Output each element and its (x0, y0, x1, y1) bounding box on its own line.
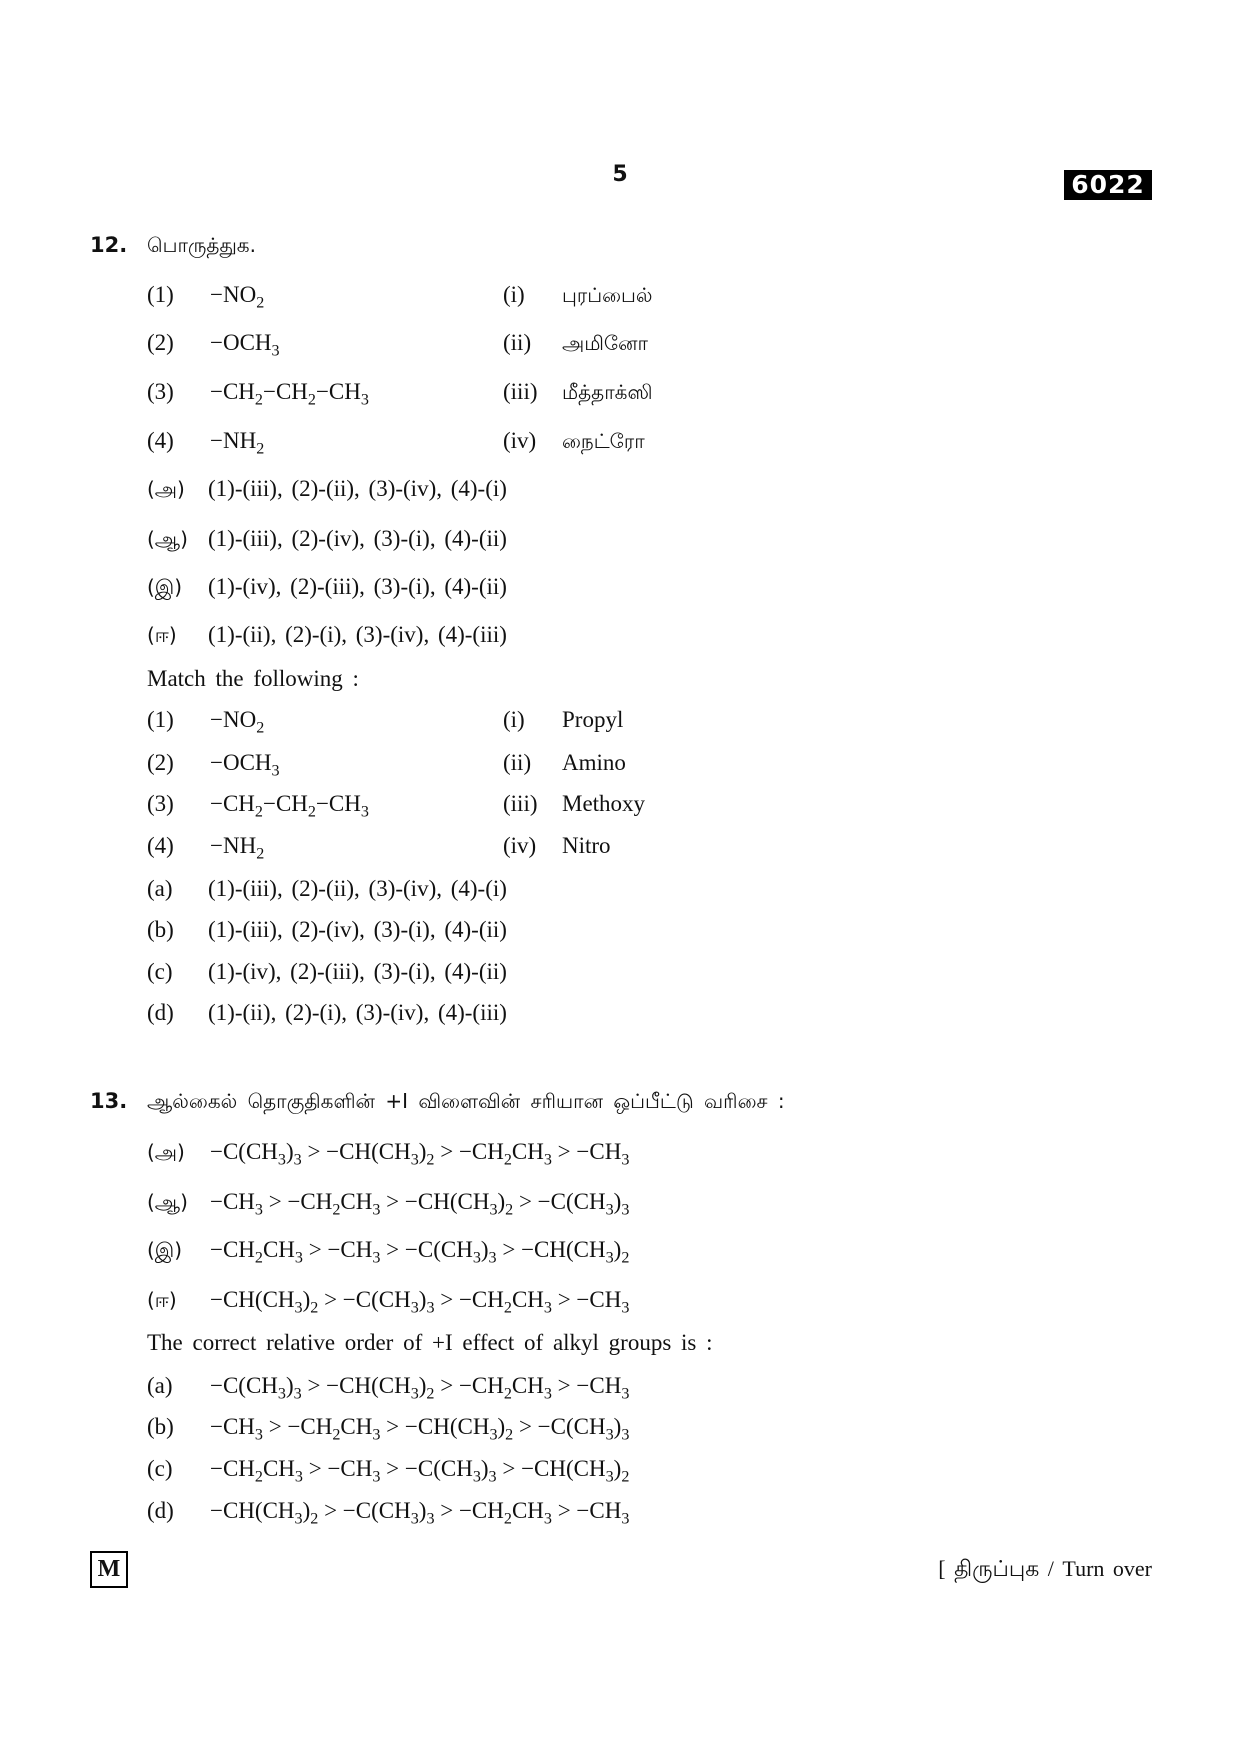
formula-subscript: 3 (293, 1385, 302, 1403)
prompt-text: Match the following : (147, 666, 359, 691)
formula-subscript: 3 (621, 1299, 630, 1317)
option-label: (ஈ) (147, 623, 177, 647)
answer-option[interactable] (0, 1412, 1240, 1442)
formula-text: > −CH (434, 1373, 504, 1398)
match-row (0, 328, 1240, 358)
formula-subscript: 3 (254, 1201, 263, 1219)
answer-option[interactable] (0, 874, 1240, 904)
formula-subscript: 2 (332, 1201, 341, 1219)
formula-text: > −CH (551, 1373, 622, 1398)
formula-text: > −C(CH (380, 1237, 473, 1262)
formula-text: CH (511, 1498, 544, 1523)
formula-subscript: 2 (332, 1426, 341, 1444)
formula-text: −OCH (210, 330, 272, 355)
order-formula (210, 1137, 629, 1167)
formula-subscript: 3 (372, 1249, 381, 1267)
formula-subscript: 3 (621, 1510, 630, 1528)
formula-text: −NO (210, 282, 257, 307)
q12-heading (0, 230, 1240, 260)
formula-text: > −CH(CH (380, 1414, 490, 1439)
formula-text: −CH(CH (210, 1287, 295, 1312)
item-label: (1) (147, 707, 174, 732)
formula-subscript: 3 (294, 1299, 303, 1317)
formula-text: > −CH (434, 1498, 504, 1523)
order-formula (210, 1187, 629, 1217)
medium-mark-box: M (90, 1551, 128, 1588)
formula-text: −CH (315, 791, 361, 816)
formula-subscript: 3 (360, 391, 369, 409)
option-label: (ஆ) (147, 1190, 188, 1214)
formula-text: ) (302, 1287, 311, 1312)
question-prompt-tamil: ஆல்கைல் தொகுதிகளின் +I விளைவின் சரியான ஒப்பீட்டு வரிசை : (147, 1089, 785, 1113)
formula-text: ) (418, 1139, 427, 1164)
order-formula (210, 1235, 629, 1265)
formula-subscript: 3 (621, 1385, 630, 1403)
item-label: (1) (147, 282, 174, 307)
formula-text: > −CH (302, 1456, 373, 1481)
match-name: Propyl (562, 707, 624, 732)
option-text: (1)-(ii), (2)-(i), (3)-(iv), (4)-(iii) (208, 1000, 507, 1025)
question-prompt-english (0, 1328, 1240, 1358)
formula-text: −CH (262, 791, 308, 816)
order-formula (210, 1285, 629, 1315)
answer-option[interactable] (0, 998, 1240, 1028)
formula-subscript: 3 (372, 1468, 381, 1486)
formula-subscript: 3 (254, 1426, 263, 1444)
formula-subscript: 2 (503, 1299, 512, 1317)
formula-text: > −CH (302, 1237, 373, 1262)
match-name: மீத்தாக்ஸி (562, 380, 653, 404)
formula-subscript: 3 (426, 1299, 435, 1317)
paper-code-badge: 6022 (1064, 170, 1152, 200)
formula-subscript: 3 (360, 803, 369, 821)
formula-subscript: 3 (605, 1249, 614, 1267)
match-numeral: (iii) (503, 379, 538, 404)
formula-text: > −CH(CH (496, 1456, 606, 1481)
match-row (0, 789, 1240, 819)
formula-text: CH (511, 1287, 544, 1312)
formula-subscript: 3 (277, 1151, 286, 1169)
formula-subscript: 3 (621, 1426, 630, 1444)
answer-option[interactable] (0, 524, 1240, 554)
formula-text: ) (613, 1414, 622, 1439)
match-row (0, 280, 1240, 310)
formula-subscript: 2 (254, 1468, 263, 1486)
option-label: (c) (147, 1456, 173, 1481)
match-numeral: (ii) (503, 330, 532, 355)
answer-option[interactable] (0, 957, 1240, 987)
item-label: (3) (147, 379, 174, 404)
option-label: (ஈ) (147, 1288, 177, 1312)
formula-text: > −C(CH (380, 1456, 473, 1481)
formula-text: −CH (210, 1456, 255, 1481)
option-text: (1)-(iii), (2)-(ii), (3)-(iv), (4)-(i) (208, 876, 507, 901)
match-numeral: (i) (503, 282, 525, 307)
formula-subscript: 3 (543, 1385, 552, 1403)
match-row (0, 426, 1240, 456)
formula-subscript: 3 (294, 1468, 303, 1486)
turn-over-note: [ திருப்புக / Turn over (938, 1556, 1152, 1581)
formula-subscript: 3 (410, 1151, 419, 1169)
formula-text: ) (613, 1456, 622, 1481)
formula-subscript: 3 (426, 1510, 435, 1528)
formula-subscript: 3 (410, 1510, 419, 1528)
group-formula (210, 748, 280, 778)
option-label: (c) (147, 959, 173, 984)
formula-subscript: 3 (271, 762, 280, 780)
option-label: (a) (147, 876, 173, 901)
formula-subscript: 3 (605, 1201, 614, 1219)
formula-subscript: 2 (503, 1385, 512, 1403)
option-text: (1)-(iv), (2)-(iii), (3)-(i), (4)-(ii) (208, 959, 507, 984)
group-formula (210, 705, 264, 735)
item-label: (2) (147, 750, 174, 775)
match-row (0, 705, 1240, 735)
formula-subscript: 2 (310, 1510, 319, 1528)
formula-text: −C(CH (210, 1139, 278, 1164)
match-name: நைட்ரோ (562, 429, 645, 453)
answer-option[interactable] (0, 1137, 1240, 1167)
formula-subscript: 2 (307, 803, 316, 821)
match-name: அமினோ (562, 331, 648, 355)
formula-subscript: 3 (277, 1385, 286, 1403)
formula-text: −CH (315, 379, 361, 404)
formula-text: ) (480, 1237, 489, 1262)
formula-text: > −CH (434, 1287, 504, 1312)
prompt-text: The correct relative order of +I effect of alkyl groups is : (147, 1330, 713, 1355)
formula-subscript: 2 (256, 719, 265, 737)
formula-text: > −CH (262, 1414, 333, 1439)
formula-text: > −C(CH (513, 1414, 606, 1439)
option-text: (1)-(iii), (2)-(iv), (3)-(i), (4)-(ii) (208, 917, 507, 942)
formula-text: −CH (210, 1414, 255, 1439)
formula-subscript: 3 (293, 1151, 302, 1169)
match-name: Nitro (562, 833, 611, 858)
formula-text: > −CH(CH (380, 1189, 490, 1214)
formula-text: ) (418, 1287, 427, 1312)
formula-subscript: 3 (410, 1385, 419, 1403)
match-row (0, 748, 1240, 778)
item-label: (3) (147, 791, 174, 816)
answer-option[interactable] (0, 474, 1240, 504)
formula-subscript: 3 (488, 1249, 497, 1267)
formula-subscript: 2 (307, 391, 316, 409)
answer-option[interactable] (0, 572, 1240, 602)
page-number: 5 (612, 162, 628, 187)
option-label: (b) (147, 917, 174, 942)
formula-subscript: 2 (505, 1201, 514, 1219)
formula-text: > −CH(CH (301, 1139, 411, 1164)
formula-subscript: 3 (543, 1299, 552, 1317)
formula-subscript: 2 (254, 391, 263, 409)
match-name: Methoxy (562, 791, 646, 816)
formula-text: > −CH (551, 1498, 622, 1523)
formula-subscript: 2 (621, 1468, 630, 1486)
formula-subscript: 3 (472, 1468, 481, 1486)
answer-option[interactable] (0, 1371, 1240, 1401)
formula-subscript: 3 (472, 1249, 481, 1267)
answer-option[interactable] (0, 915, 1240, 945)
option-label: (a) (147, 1373, 173, 1398)
match-numeral: (iv) (503, 428, 537, 453)
option-label: (இ) (147, 1238, 183, 1262)
formula-text: > −CH (551, 1287, 622, 1312)
formula-subscript: 2 (503, 1151, 512, 1169)
formula-subscript: 2 (503, 1510, 512, 1528)
formula-text: ) (497, 1189, 506, 1214)
match-numeral: (i) (503, 707, 525, 732)
formula-subscript: 3 (372, 1426, 381, 1444)
formula-text: −CH (210, 1237, 255, 1262)
formula-text: ) (418, 1373, 427, 1398)
formula-text: > −CH (434, 1139, 504, 1164)
formula-subscript: 3 (488, 1468, 497, 1486)
group-formula (210, 377, 369, 407)
option-text: (1)-(ii), (2)-(i), (3)-(iv), (4)-(iii) (208, 622, 507, 647)
option-text: (1)-(iv), (2)-(iii), (3)-(i), (4)-(ii) (208, 574, 507, 599)
group-formula (210, 426, 264, 456)
question-number: 13. (90, 1089, 128, 1113)
formula-text: −NO (210, 707, 257, 732)
formula-text: > −C(CH (318, 1498, 411, 1523)
formula-subscript: 2 (426, 1385, 435, 1403)
option-label: (ஆ) (147, 527, 188, 551)
formula-text: CH (340, 1189, 373, 1214)
formula-subscript: 2 (256, 845, 265, 863)
match-row (0, 831, 1240, 861)
match-row (0, 377, 1240, 407)
formula-text: > −CH (262, 1189, 333, 1214)
formula-text: −CH (210, 791, 255, 816)
formula-subscript: 2 (256, 440, 265, 458)
order-formula (210, 1454, 629, 1484)
formula-subscript: 3 (294, 1510, 303, 1528)
option-label: (அ) (147, 1140, 185, 1164)
formula-text: CH (262, 1237, 295, 1262)
formula-subscript: 2 (310, 1299, 319, 1317)
answer-option[interactable] (0, 1187, 1240, 1217)
match-name: Amino (562, 750, 626, 775)
formula-text: ) (418, 1498, 427, 1523)
q13-heading (0, 1086, 1240, 1116)
option-label: (b) (147, 1414, 174, 1439)
formula-text: −CH(CH (210, 1498, 295, 1523)
order-formula (210, 1496, 629, 1526)
formula-text: ) (480, 1456, 489, 1481)
item-label: (2) (147, 330, 174, 355)
order-formula (210, 1371, 629, 1401)
formula-text: ) (613, 1189, 622, 1214)
formula-text: > −CH(CH (496, 1237, 606, 1262)
formula-subscript: 3 (410, 1299, 419, 1317)
formula-text: > −CH (551, 1139, 622, 1164)
formula-text: −CH (210, 379, 255, 404)
formula-subscript: 3 (605, 1468, 614, 1486)
option-label: (இ) (147, 575, 183, 599)
question-prompt-english (0, 664, 1240, 694)
formula-text: −NH (210, 833, 257, 858)
formula-subscript: 3 (489, 1426, 498, 1444)
formula-text: CH (511, 1139, 544, 1164)
option-label: (அ) (147, 477, 185, 501)
answer-option[interactable] (0, 1454, 1240, 1484)
match-numeral: (iv) (503, 833, 537, 858)
question-number: 12. (90, 233, 128, 257)
formula-text: > −CH(CH (301, 1373, 411, 1398)
formula-text: −C(CH (210, 1373, 278, 1398)
order-formula (210, 1412, 629, 1442)
formula-subscript: 3 (605, 1426, 614, 1444)
formula-text: CH (262, 1456, 295, 1481)
formula-text: ) (285, 1373, 294, 1398)
option-text: (1)-(iii), (2)-(ii), (3)-(iv), (4)-(i) (208, 476, 507, 501)
answer-option[interactable] (0, 1496, 1240, 1526)
match-name: புரப்பைல் (562, 283, 653, 307)
formula-subscript: 3 (621, 1201, 630, 1219)
formula-text: −CH (210, 1189, 255, 1214)
formula-subscript: 3 (271, 342, 280, 360)
formula-text: −CH (262, 379, 308, 404)
formula-subscript: 2 (505, 1426, 514, 1444)
formula-text: > −C(CH (318, 1287, 411, 1312)
formula-text: −NH (210, 428, 257, 453)
formula-subscript: 3 (489, 1201, 498, 1219)
item-label: (4) (147, 833, 174, 858)
formula-subscript: 3 (372, 1201, 381, 1219)
formula-text: ) (285, 1139, 294, 1164)
answer-option[interactable] (0, 620, 1240, 650)
match-numeral: (iii) (503, 791, 538, 816)
formula-subscript: 2 (254, 803, 263, 821)
group-formula (210, 789, 369, 819)
option-text: (1)-(iii), (2)-(iv), (3)-(i), (4)-(ii) (208, 526, 507, 551)
formula-subscript: 2 (256, 294, 265, 312)
formula-text: ) (302, 1498, 311, 1523)
formula-subscript: 3 (621, 1151, 630, 1169)
answer-option[interactable] (0, 1235, 1240, 1265)
group-formula (210, 328, 280, 358)
group-formula (210, 831, 264, 861)
formula-subscript: 2 (426, 1151, 435, 1169)
formula-text: ) (497, 1414, 506, 1439)
answer-option[interactable] (0, 1285, 1240, 1315)
formula-subscript: 3 (294, 1249, 303, 1267)
formula-subscript: 3 (543, 1510, 552, 1528)
formula-text: ) (613, 1237, 622, 1262)
group-formula (210, 280, 264, 310)
formula-text: > −C(CH (513, 1189, 606, 1214)
question-prompt-tamil: பொருத்துக. (147, 233, 256, 257)
formula-subscript: 3 (543, 1151, 552, 1169)
formula-text: −OCH (210, 750, 272, 775)
formula-subscript: 2 (621, 1249, 630, 1267)
item-label: (4) (147, 428, 174, 453)
formula-text: CH (340, 1414, 373, 1439)
match-numeral: (ii) (503, 750, 532, 775)
formula-text: CH (511, 1373, 544, 1398)
option-label: (d) (147, 1498, 174, 1523)
formula-subscript: 2 (254, 1249, 263, 1267)
option-label: (d) (147, 1000, 174, 1025)
